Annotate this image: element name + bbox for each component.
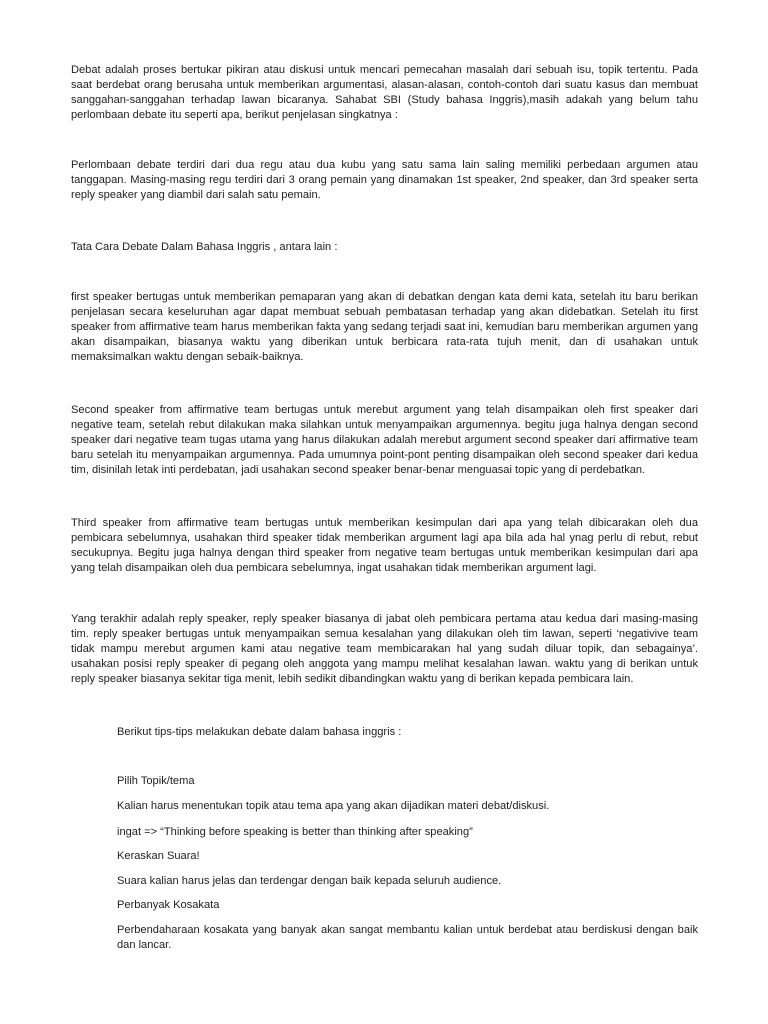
tip-title-topik: Pilih Topik/tema xyxy=(117,775,195,787)
tip-text-topik: Kalian harus menentukan topik atau tema apa yang akan dijadikan materi debat/diskusi. xyxy=(117,800,550,812)
tip-quote: ingat => “Thinking before speaking is better than thinking after speaking” xyxy=(117,826,473,838)
tips-heading: Berikut tips-tips melakukan debate dalam bahasa inggris : xyxy=(117,726,402,738)
tip-title-kosakata: Perbanyak Kosakata xyxy=(117,899,220,911)
paragraph-first-speaker: first speaker bertugas untuk memberikan pemaparan yang akan di debatkan dengan kata demi kata, setelah itu baru berikan penjelasan secara keseluruhan agar dapat membuat sebuah pembatasan terhadap yang akan didebatkan. Setelah itu first speaker from affirmative team harus memberikan fakta yang sedang terjadi saat ini, kemudian baru memberikan argumen yang akan disampaikan, biasanya waktu yang diberikan untuk berbicara rata-rata tujuh menit, dan di usahakan untuk memaksimalkan waktu dengan sebaik-baiknya. xyxy=(71,291,698,363)
tip-text-kosakata: Perbendaharaan kosakata yang banyak akan sangat membantu kalian untuk berdebat atau berdiskusi dengan baik dan lancar. xyxy=(117,924,698,951)
paragraph-intro: Debat adalah proses bertukar pikiran atau diskusi untuk mencari pemecahan masalah dari sebuah isu, topik tertentu. Pada saat berdebat orang berusaha untuk memberikan argumentasi, alasan-alasan, contoh-contoh dari suatu kasus dan membuat sanggahan-sanggahan terhadap lawan bicaranya. Sahabat SBI (Study bahasa Inggris),masih adakah yang belum tahu perlombaan debate itu seperti apa, berikut penjelasan singkatnya : xyxy=(71,64,698,121)
paragraph-second-speaker: Second speaker from affirmative team bertugas untuk merebut argument yang telah disampaikan oleh first speaker dari negative team, setelah rebut dilakukan maka silahkan untuk menyampaikan argumennya. begitu juga halnya dengan second speaker dari negative team tugas utama yang harus dilakukan adalah merebut argument second speaker dari affirmative team baru setelah itu menyampaikan argumennya. Pada umumnya point-pont penting disampaikan oleh second speaker dari kedua tim, disinilah letak inti perdebatan, jadi usahakan second speaker benar-benar menguasai topic yang di perdebatkan. xyxy=(71,404,698,476)
tip-title-suara: Keraskan Suara! xyxy=(117,850,200,862)
tip-text-suara: Suara kalian harus jelas dan terdengar dengan baik kepada seluruh audience. xyxy=(117,875,502,887)
paragraph-reply-speaker: Yang terakhir adalah reply speaker, reply speaker biasanya di jabat oleh pembicara pertama atau kedua dari masing-masing tim. reply speaker bertugas untuk menyampaikan semua kesalahan yang dilakukan oleh tim lawan, seperti ‘negativive team tidak mampu merebut argumen kami atau negative team membicarakan hal yang sudah diluar topik, dan sebagainya’. usahakan posisi reply speaker di pegang oleh anggota yang mampu melihat kesalahan lawan. waktu yang di berikan untuk reply speaker biasanya sekitar tiga menit, lebih sedikit dibandingkan waktu yang di berikan kepada pembicara lain. xyxy=(71,613,698,685)
paragraph-perlombaan: Perlombaan debate terdiri dari dua regu atau dua kubu yang satu sama lain saling memiliki perbedaan argumen atau tanggapan. Masing-masing regu terdiri dari 3 orang pemain yang dinamakan 1st speaker, 2nd speaker, dan 3rd speaker serta reply speaker yang diambil dari salah satu pemain. xyxy=(71,159,698,201)
paragraph-third-speaker: Third speaker from affirmative team bertugas untuk memberikan kesimpulan dari apa yang telah dibicarakan oleh dua pembicara sebelumnya, usahakan third speaker tidak memberikan argument lagi apa bila ada hal ynag perlu di rebut, rebut secukupnya. Begitu juga halnya dengan third speaker from negative team bertugas untuk memberikan kesimpulan dari apa yang telah disampaikan oleh dua pembicara sebelumnya, ingat usahakan tidak memberikan argument lagi. xyxy=(71,517,698,574)
paragraph-tata-cara-heading: Tata Cara Debate Dalam Bahasa Inggris , antara lain : xyxy=(71,241,338,253)
